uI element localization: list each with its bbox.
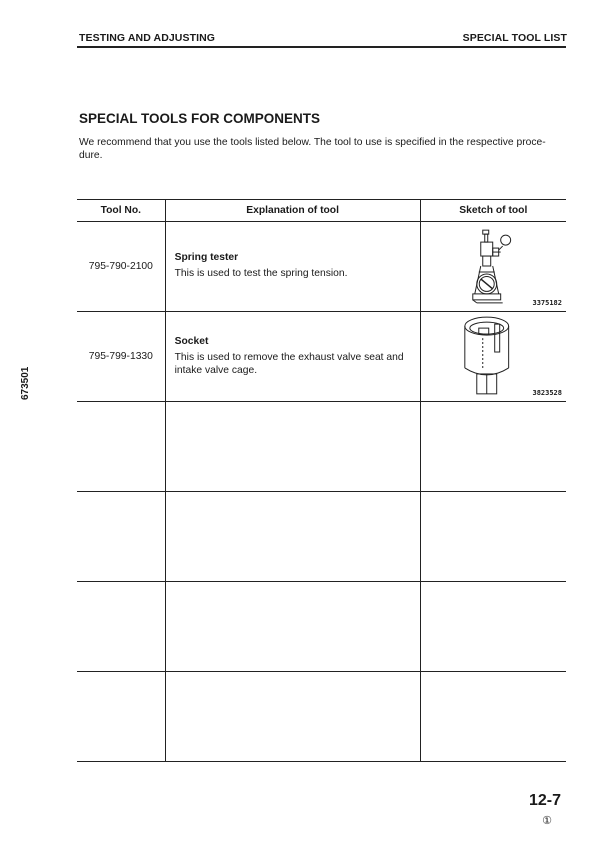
header-divider	[77, 46, 566, 48]
tool-name: Socket	[174, 336, 209, 347]
table-header-row	[77, 200, 566, 222]
section-title: SPECIAL TOOLS FOR COMPONENTS	[79, 111, 321, 126]
tool-sketch-cell	[420, 582, 566, 672]
tool-sketch-cell	[420, 222, 566, 312]
spring-tester-sketch-icon	[421, 222, 566, 311]
intro-paragraph: We recommend that you use the tools listed below. The tool to use is specified in the respective proce-dure.	[79, 137, 546, 161]
tool-name: Spring tester	[174, 252, 239, 264]
tool-explanation	[165, 582, 420, 672]
revision-mark: ①	[542, 815, 552, 827]
figure-number: 3375182	[532, 299, 562, 307]
figure-number: 3823528	[532, 389, 562, 397]
tool-explanation	[165, 222, 420, 312]
tool-number: 795-799-1330	[77, 312, 165, 402]
margin-document-code: 673501	[20, 366, 31, 400]
table-row-empty	[77, 402, 566, 492]
tool-number	[77, 402, 165, 492]
tool-explanation	[165, 312, 420, 402]
tool-sketch-cell	[420, 402, 566, 492]
header-chapter-title: TESTING AND ADJUSTING	[79, 32, 216, 44]
column-header-sketch: Sketch of tool	[420, 200, 566, 222]
tool-number: 795-790-2100	[77, 222, 165, 312]
special-tools-table	[77, 199, 566, 762]
page-number: 12-7	[528, 792, 561, 809]
tool-number	[77, 492, 165, 582]
tool-sketch-cell	[420, 492, 566, 582]
tool-description: This is used to remove the exhaust valve seat and intake valve cage.	[174, 352, 404, 376]
tool-sketch-cell	[420, 672, 566, 762]
tool-number	[77, 582, 165, 672]
table-row-empty	[77, 672, 566, 762]
header-section-title: SPECIAL TOOL LIST	[462, 32, 567, 44]
tool-explanation	[165, 402, 420, 492]
tool-description: This is used to test the spring tension.	[174, 268, 348, 280]
tool-sketch-cell	[420, 312, 566, 402]
tool-number	[77, 672, 165, 762]
tool-explanation	[165, 672, 420, 762]
table-row	[77, 312, 566, 402]
table-row-empty	[77, 582, 566, 672]
table-row	[77, 222, 566, 312]
table-row-empty	[77, 492, 566, 582]
column-header-tool-no: Tool No.	[77, 200, 165, 222]
column-header-explanation: Explanation of tool	[165, 200, 420, 222]
tool-explanation	[165, 492, 420, 582]
socket-sketch-icon	[421, 312, 566, 401]
